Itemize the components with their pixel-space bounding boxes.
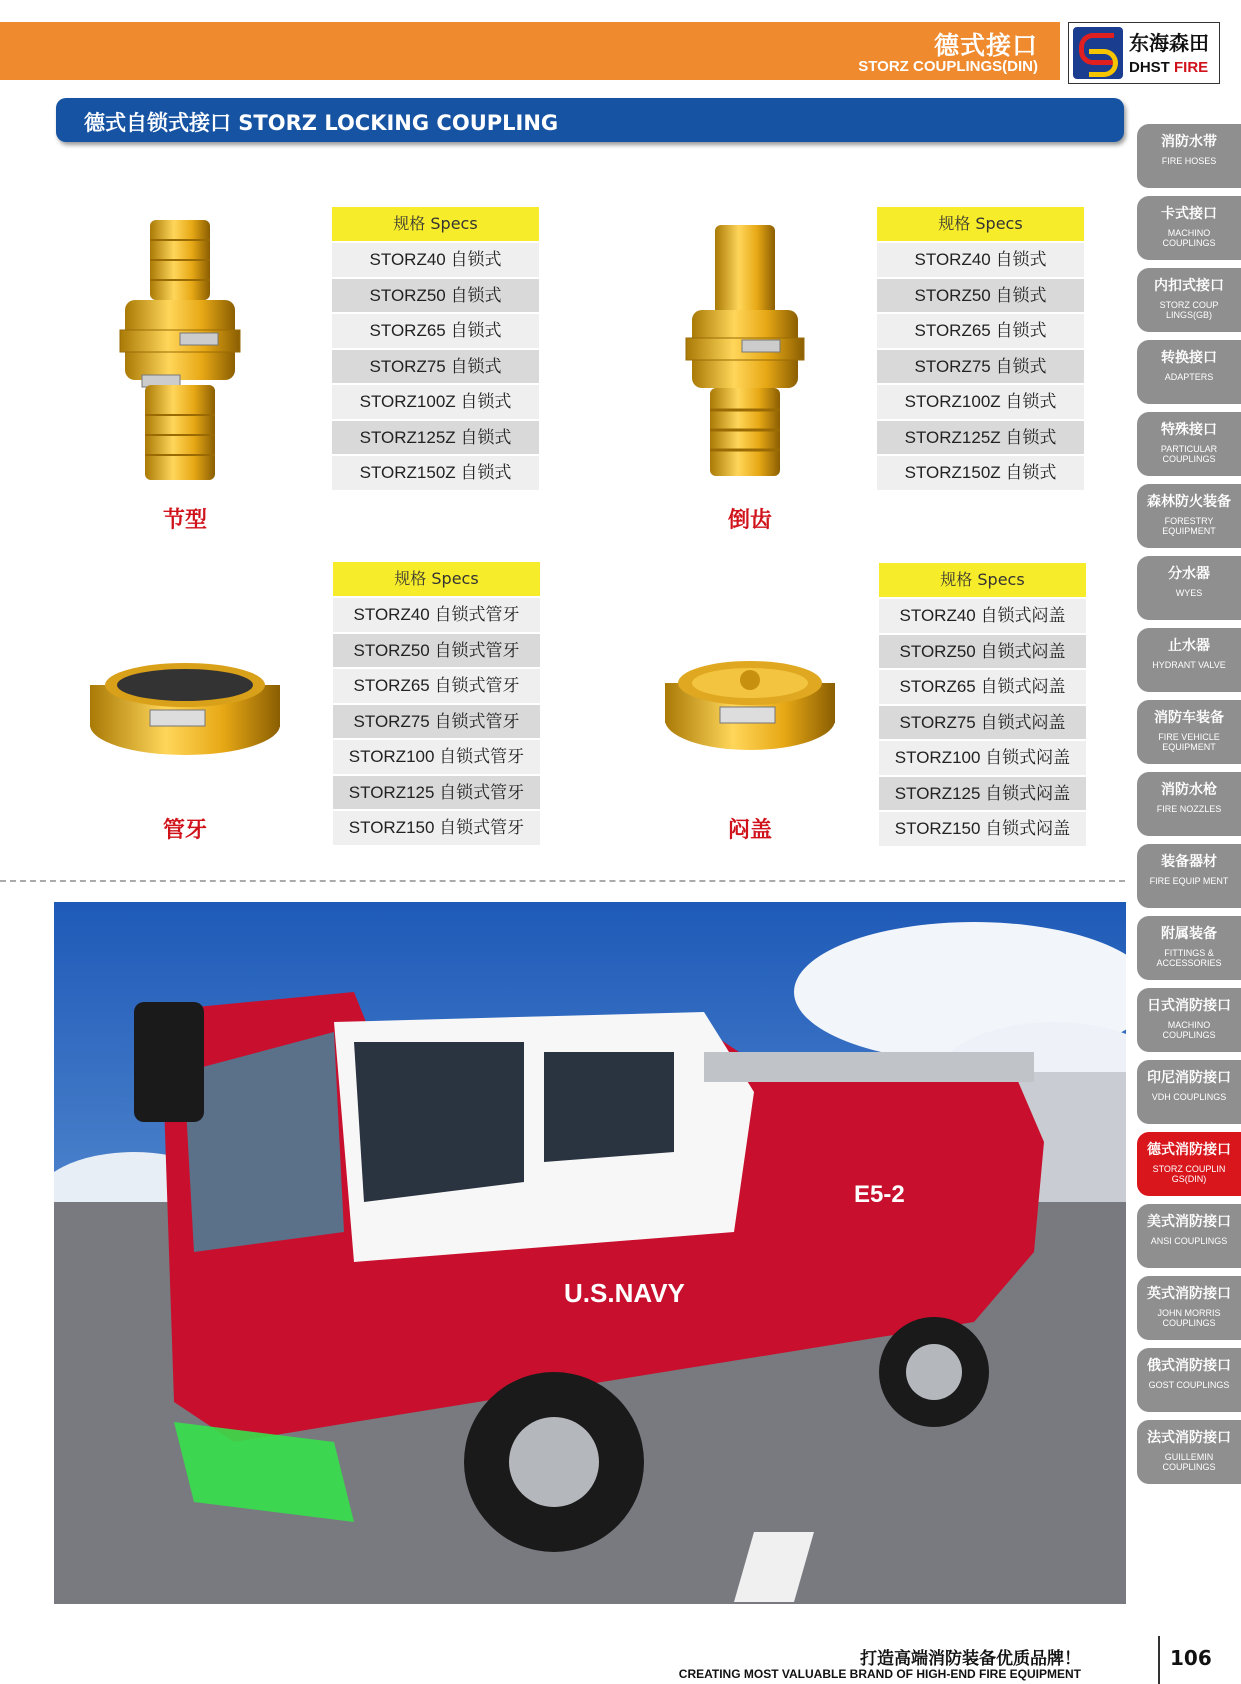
spec-header: 规格 Specs [332,207,539,241]
spec-row: STORZ100 自锁式闷盖 [879,741,1086,775]
footer-slogan-en: CREATING MOST VALUABLE BRAND OF HIGH-END FIRE EQUIPMENT [678,1667,1081,1681]
spec-table [879,563,1086,848]
header-bar [0,22,1060,80]
logo-mark-icon [1073,27,1123,79]
dashed-divider [0,880,1125,882]
sidebar-tab[interactable] [1137,124,1241,188]
sidebar-tab-en: FORESTRY EQUIPMENT [1162,516,1216,536]
sidebar-tab-cn: 附属装备 [1161,926,1217,942]
section-title: 德式自锁式接口 STORZ LOCKING COUPLING [84,111,559,135]
sidebar-tab-en: STORZ COUP LINGS(GB) [1159,300,1219,320]
sidebar-tab[interactable] [1137,1204,1241,1268]
sidebar-tab[interactable] [1137,484,1241,548]
spec-row: STORZ100Z 自锁式 [332,385,539,419]
spec-row: STORZ100 自锁式管牙 [333,740,540,774]
sidebar-tab-cn: 消防水带 [1161,134,1217,150]
spec-row: STORZ150Z 自锁式 [877,456,1084,490]
spec-row: STORZ65 自锁式 [877,314,1084,348]
sidebar-tab-en: ANSI COUPLINGS [1150,1236,1228,1246]
header-title-cn: 德式接口 [933,31,1038,60]
spec-row: STORZ75 自锁式 [332,350,539,384]
sidebar-tab-en: PARTICULAR COUPLINGS [1160,444,1218,464]
sidebar-tab-cn: 转换接口 [1161,350,1217,366]
sidebar-tab[interactable] [1137,340,1241,404]
logo-cn: 东海森田 [1129,31,1209,55]
coupling-thread-image [85,645,285,765]
sidebar-tab[interactable] [1137,628,1241,692]
sidebar-tab-en: FITTINGS & ACCESSORIES [1156,948,1222,968]
sidebar-tab[interactable] [1137,1348,1241,1412]
spec-row: STORZ40 自锁式 [332,243,539,277]
spec-row: STORZ40 自锁式 [877,243,1084,277]
sidebar-tab[interactable] [1137,916,1241,980]
sidebar-tab-en: FIRE HOSES [1161,156,1217,166]
sidebar-tab-cn: 印尼消防接口 [1147,1070,1231,1086]
spec-row: STORZ75 自锁式闷盖 [879,706,1086,740]
sidebar-tab-cn: 英式消防接口 [1147,1286,1231,1302]
sidebar-tab-cn: 分水器 [1168,566,1210,582]
sidebar-tab-cn: 德式消防接口 [1147,1142,1231,1158]
product-label: 管牙 [162,818,207,843]
sidebar-tab-cn: 止水器 [1168,638,1210,654]
spec-row: STORZ65 自锁式管牙 [333,669,540,703]
sidebar-tab-cn: 森林防火装备 [1147,494,1231,510]
sidebar-tab-en: STORZ COUPLIN GS(DIN) [1152,1164,1226,1184]
sidebar-tab-cn: 消防车装备 [1154,710,1224,726]
sidebar-tab-cn: 消防水枪 [1161,782,1217,798]
spec-row: STORZ50 自锁式闷盖 [879,635,1086,669]
sidebar-tab-en: WYES [1175,588,1203,598]
sidebar-tab[interactable] [1137,556,1241,620]
product-label: 节型 [162,508,207,533]
sidebar-tab-cn: 特殊接口 [1161,422,1217,438]
sidebar-tab-cn: 法式消防接口 [1147,1430,1231,1446]
spec-row: STORZ50 自锁式 [877,279,1084,313]
sidebar-tab[interactable] [1137,772,1241,836]
sidebar-tab[interactable] [1137,1420,1241,1484]
product-label: 闷盖 [727,818,772,843]
sidebar-tab-cn: 美式消防接口 [1147,1214,1231,1230]
sidebar-tab-cn: 俄式消防接口 [1147,1358,1231,1374]
sidebar-tab-cn: 内扣式接口 [1154,278,1224,294]
sidebar-tab[interactable] [1137,1276,1241,1340]
sidebar-tab-en: ADAPTERS [1164,372,1214,382]
section-title-bar [56,98,1124,142]
spec-header: 规格 Specs [877,207,1084,241]
sidebar-tab-en: MACHINO COUPLINGS [1162,1020,1216,1040]
product-label: 倒齿 [727,508,772,533]
spec-row: STORZ150 自锁式闷盖 [879,812,1086,846]
spec-table [333,562,540,847]
spec-table [877,207,1084,492]
sidebar-tab-cn: 卡式接口 [1161,206,1217,222]
spec-row: STORZ50 自锁式 [332,279,539,313]
sidebar-tab[interactable] [1137,1060,1241,1124]
header-title-en: STORZ COUPLINGS(DIN) [858,58,1038,75]
sidebar-tab-en: MACHINO COUPLINGS [1162,228,1216,248]
coupling-joint-image [110,215,250,485]
spec-row: STORZ150Z 自锁式 [332,456,539,490]
footer-slogan-cn: 打造高端消防装备优质品牌！ [860,1649,1081,1669]
sidebar-tab-en: JOHN MORRIS COUPLINGS [1157,1308,1221,1328]
sidebar-tab-en: VDH COUPLINGS [1151,1092,1227,1102]
sidebar-tab[interactable] [1137,700,1241,764]
spec-row: STORZ75 自锁式 [877,350,1084,384]
logo-en: DHST FIRE [1129,59,1209,76]
sidebar-tab-en: FIRE VEHICLE EQUIPMENT [1158,732,1220,752]
sidebar-tab[interactable] [1137,268,1241,332]
spec-row: STORZ65 自锁式闷盖 [879,670,1086,704]
svg-text:E5-2: E5-2 [854,1181,905,1208]
sidebar-tab-cn: 日式消防接口 [1147,998,1231,1014]
svg-text:U.S.NAVY: U.S.NAVY [564,1278,685,1308]
sidebar-tab[interactable] [1137,1132,1241,1196]
coupling-barb-image [680,220,810,480]
page-number: 106 [1170,1646,1212,1670]
sidebar-tab-en: FIRE NOZZLES [1156,804,1222,814]
sidebar-tab-en: GOST COUPLINGS [1148,1380,1230,1390]
sidebar-tab-en: FIRE EQUIP MENT [1149,876,1229,886]
spec-row: STORZ100Z 自锁式 [877,385,1084,419]
sidebar-tab-cn: 装备器材 [1161,854,1217,870]
spec-header: 规格 Specs [879,563,1086,597]
spec-row: STORZ40 自锁式管牙 [333,598,540,632]
spec-row: STORZ50 自锁式管牙 [333,634,540,668]
spec-row: STORZ125 自锁式闷盖 [879,777,1086,811]
sidebar-tab[interactable] [1137,844,1241,908]
spec-row: STORZ125Z 自锁式 [332,421,539,455]
spec-table [332,207,539,492]
spec-header: 规格 Specs [333,562,540,596]
coupling-cap-image [660,645,840,760]
spec-row: STORZ150 自锁式管牙 [333,811,540,845]
spec-row: STORZ40 自锁式闷盖 [879,599,1086,633]
brand-logo [1068,22,1220,84]
fire-truck-photo [54,902,1126,1604]
sidebar-tab-en: GUILLEMIN COUPLINGS [1162,1452,1216,1472]
footer-divider [1158,1636,1160,1684]
spec-row: STORZ65 自锁式 [332,314,539,348]
spec-row: STORZ75 自锁式管牙 [333,705,540,739]
sidebar-tab[interactable] [1137,196,1241,260]
spec-row: STORZ125Z 自锁式 [877,421,1084,455]
sidebar-tab[interactable] [1137,988,1241,1052]
sidebar-tab[interactable] [1137,412,1241,476]
sidebar-tab-en: HYDRANT VALVE [1152,660,1226,670]
spec-row: STORZ125 自锁式管牙 [333,776,540,810]
